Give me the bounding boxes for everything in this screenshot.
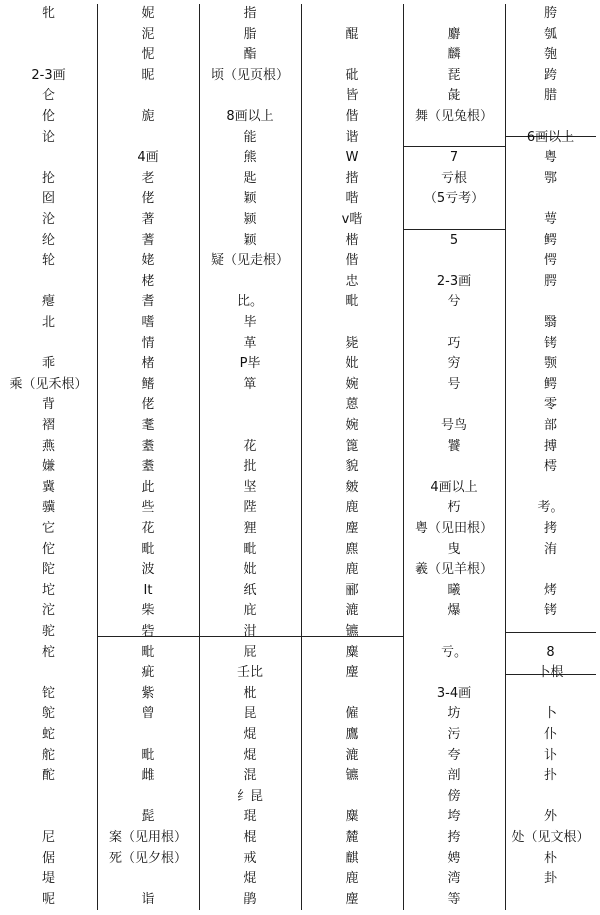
table-cell: 粤 [543, 150, 557, 165]
table-cell: 沦 [41, 212, 55, 227]
table-cell: 脂 [243, 27, 257, 42]
table-cell: 挎 [447, 830, 461, 845]
table-cell: 坨 [41, 583, 55, 598]
table-cell: 毗 [141, 645, 155, 660]
table-cell: 腭 [543, 274, 557, 289]
table-cell: 铐 [543, 603, 557, 618]
table-cell: 髭 [141, 809, 155, 824]
table-cell: 焜 [243, 748, 257, 763]
table-cell: 壬比 [236, 665, 263, 680]
table-cell: 紫 [141, 686, 155, 701]
table-cell: 耋 [141, 459, 155, 474]
table-cell: 5 [449, 233, 459, 248]
table-cell: 它 [41, 521, 55, 536]
table-cell: 泔 [243, 624, 257, 639]
table-cell: 穷 [447, 356, 461, 371]
table-cell: 樗 [543, 459, 557, 474]
table-cell: 零 [543, 397, 557, 412]
table-cell: 垮 [447, 809, 461, 824]
table-cell: 烤 [543, 583, 557, 598]
table-cell: 牝 [41, 6, 55, 21]
table-cell: 拷 [543, 521, 557, 536]
table-cell: 颖 [243, 233, 257, 248]
table-rule [403, 229, 505, 230]
table-cell: 背 [41, 397, 55, 412]
table-cell: 皆 [345, 88, 359, 103]
table-cell: 漉 [345, 748, 359, 763]
table-cell: 死（见夕根） [108, 851, 187, 866]
table-cell: 混 [243, 768, 257, 783]
table-cell: 耆 [141, 294, 155, 309]
table-cell: 颖 [243, 191, 257, 206]
table-cell: 等 [447, 892, 461, 907]
table-cell: 扑 [543, 768, 557, 783]
table-cell: 妣 [243, 562, 257, 577]
table-cell: 疵 [141, 665, 155, 680]
table-cell: 焜 [243, 727, 257, 742]
table-cell: 麒 [345, 851, 359, 866]
table-cell: 麈 [345, 892, 359, 907]
table-cell: 棍 [243, 830, 257, 845]
table-cell: 部 [543, 418, 557, 433]
table-cell: 耄 [141, 418, 155, 433]
table-cell: 抡 [41, 171, 55, 186]
table-cell: 庇 [243, 603, 257, 618]
table-cell: 湾 [447, 871, 461, 886]
table-cell: 粤（见田根） [414, 521, 493, 536]
table-cell: 坊 [447, 706, 461, 721]
table-cell: 揩 [345, 171, 359, 186]
table-cell: 铊 [41, 686, 55, 701]
table-cell: 郦 [345, 583, 359, 598]
table-cell: 佬 [141, 397, 155, 412]
table-cell: 卜根 [537, 665, 564, 680]
table-cell: 楷 [345, 233, 359, 248]
table-cell: 娉 [447, 851, 461, 866]
table-cell: 饕 [447, 439, 461, 454]
table-cell: 舞（见兔根） [414, 109, 493, 124]
table-cell: 洧 [543, 542, 557, 557]
table-cell: 鳍 [141, 377, 155, 392]
table-cell: 乘（见禾根） [9, 377, 88, 392]
table-cell: 偕 [345, 253, 359, 268]
table-cell: 箪 [243, 377, 257, 392]
table-cell: 卜 [543, 706, 557, 721]
table-cell: 铐 [543, 336, 557, 351]
table-cell: 舵 [41, 748, 55, 763]
table-cell: 镳 [345, 624, 359, 639]
table-cell: 巧 [447, 336, 461, 351]
table-cell: 枇 [243, 686, 257, 701]
table-cell: 号 [447, 377, 461, 392]
table-cell: 麝 [447, 27, 461, 42]
table-cell: 颍 [243, 212, 257, 227]
table-cell: 疑（见走根） [210, 253, 289, 268]
table-cell: 萼 [543, 212, 557, 227]
table-cell: 砦 [141, 624, 155, 639]
table-cell: 琨 [243, 809, 257, 824]
table-cell: 匏 [543, 47, 557, 62]
table-cell: 砒 [345, 68, 359, 83]
table-cell: 8画以上 [226, 109, 274, 124]
table-cell: 嫌 [41, 459, 55, 474]
table-cell: 兮 [447, 294, 461, 309]
table-cell: 此 [141, 480, 155, 495]
table-cell: 北 [41, 315, 55, 330]
table-cell: 婉 [345, 377, 359, 392]
table-cell: 倨 [41, 851, 55, 866]
table-cell: 毗 [243, 542, 257, 557]
table-cell: 怩 [141, 47, 155, 62]
table-cell: 毗 [345, 294, 359, 309]
table-cell: 鸵 [41, 706, 55, 721]
table-cell: 爆 [447, 603, 461, 618]
table-cell: 顷（见页根） [210, 68, 289, 83]
table-cell: 雌 [141, 768, 155, 783]
table-cell: 羲（见羊根） [414, 562, 493, 577]
table-cell: 革 [243, 336, 257, 351]
table-cell: 冀 [41, 480, 55, 495]
table-cell: 驼 [41, 624, 55, 639]
table-cell: 僱 [345, 706, 359, 721]
table-cell: 蛇 [41, 727, 55, 742]
table-cell: 陛 [243, 500, 257, 515]
table-cell: 屁 [243, 645, 257, 660]
table-cell: 瓠 [543, 27, 557, 42]
table-cell: 鹿 [345, 562, 359, 577]
table-cell: 能 [243, 130, 257, 145]
table-cell: 麃 [345, 542, 359, 557]
table-cell: 纶 [41, 233, 55, 248]
table-cell: 朽 [447, 500, 461, 515]
table-cell: 毗 [141, 542, 155, 557]
table-rule [403, 146, 505, 147]
table-cell: 佬 [141, 191, 155, 206]
table-cell: 漉 [345, 603, 359, 618]
table-cell: 曾 [141, 706, 155, 721]
table-cell: 批 [243, 459, 257, 474]
table-cell: 妮 [141, 6, 155, 21]
table-cell: 跨 [543, 68, 557, 83]
table-cell: 傍 [447, 789, 461, 804]
table-cell: 老 [141, 171, 155, 186]
table-cell: 胯 [543, 6, 557, 21]
table-cell: 琵 [447, 68, 461, 83]
table-cell: 陀 [41, 562, 55, 577]
table-cell: 鳄 [543, 233, 557, 248]
table-cell: 酯 [243, 47, 257, 62]
table-cell: 麓 [345, 830, 359, 845]
table-cell: 诣 [141, 892, 155, 907]
table-cell: 讣 [543, 748, 557, 763]
table-cell: 案（见用根） [108, 830, 187, 845]
table-cell: 栳 [141, 274, 155, 289]
table-cell: 堤 [41, 871, 55, 886]
table-cell: 昆 [243, 706, 257, 721]
table-cell: 4画 [137, 150, 159, 165]
table-cell: 夸 [447, 748, 461, 763]
table-cell: 鷹 [345, 727, 359, 742]
table-cell: 外 [543, 809, 557, 824]
table-cell: 考。 [537, 500, 564, 515]
table-cell: 处（见文根） [511, 830, 590, 845]
table-cell: 柴 [141, 603, 155, 618]
table-cell: 6画以上 [526, 130, 575, 145]
table-cell: 昵 [141, 68, 155, 83]
table-cell: 狸 [243, 521, 257, 536]
table-cell: 7 [449, 150, 459, 165]
table-cell: 镳 [345, 768, 359, 783]
radical-index-table [0, 4, 600, 912]
table-cell: 皴 [345, 480, 359, 495]
table-cell: 忠 [345, 274, 359, 289]
table-cell: 朴 [543, 851, 557, 866]
table-cell: 嗜 [141, 315, 155, 330]
table-cell: 4画以上 [430, 480, 478, 495]
table-cell: 熊 [243, 150, 257, 165]
table-cell: 著 [141, 212, 155, 227]
table-cell: 酡 [41, 768, 55, 783]
table-cell: 比。 [236, 294, 263, 309]
table-cell: 骥 [41, 500, 55, 515]
table-cell: 妣 [345, 356, 359, 371]
table-cell: 麋 [345, 809, 359, 824]
table-cell: 蓍 [141, 233, 155, 248]
table-cell: 婉 [345, 418, 359, 433]
table-cell: 3-4画 [436, 686, 472, 701]
table-cell: 剖 [447, 768, 461, 783]
table-cell: 2-3画 [436, 274, 472, 289]
table-cell: 搏 [543, 439, 557, 454]
table-cell: 仑 [41, 88, 55, 103]
table-cell: W [345, 150, 359, 165]
table-cell: 伦 [41, 109, 55, 124]
table-cell: 焜 [243, 871, 257, 886]
table-cell: 花 [141, 521, 155, 536]
table-cell: 楮 [141, 356, 155, 371]
table-cell: 情 [141, 336, 155, 351]
table-cell: 纸 [243, 583, 257, 598]
table-cell: 指 [243, 6, 257, 21]
table-cell: 蒽 [345, 397, 359, 412]
table-cell: 麋 [345, 645, 359, 660]
table-cell: 毙 [345, 336, 359, 351]
table-cell: 8 [546, 645, 555, 660]
table-cell: 亏根 [440, 171, 467, 186]
table-cell: 腊 [543, 88, 557, 103]
table-cell: 亏。 [440, 645, 467, 660]
table-cell: 囵 [41, 191, 55, 206]
table-cell: 姥 [141, 253, 155, 268]
table-cell: P毕 [239, 356, 261, 371]
table-cell: 彘 [447, 88, 461, 103]
table-cell: 波 [141, 562, 155, 577]
table-cell: 麟 [447, 47, 461, 62]
table-cell: 鹃 [243, 892, 257, 907]
table-cell: 喈 [345, 191, 359, 206]
table-cell: 戒 [243, 851, 257, 866]
table-cell: 偕 [345, 109, 359, 124]
table-cell: 颚 [543, 356, 557, 371]
table-cell: 些 [141, 500, 155, 515]
table-cell: 谐 [345, 130, 359, 145]
table-cell: 仆 [543, 727, 557, 742]
table-cell: 毕 [243, 315, 257, 330]
table-cell: 耋 [141, 439, 155, 454]
table-cell: 尼 [41, 830, 55, 845]
table-cell: 篦 [345, 439, 359, 454]
table-rule [505, 632, 596, 633]
table-cell: 鹿 [345, 500, 359, 515]
table-cell: 论 [41, 130, 55, 145]
table-cell: 号鸟 [440, 418, 467, 433]
table-cell: 泥 [141, 27, 155, 42]
table-cell: 麈 [345, 521, 359, 536]
table-cell: 旎 [141, 109, 155, 124]
table-cell: It [143, 583, 153, 598]
table-cell: 鹿 [345, 871, 359, 886]
table-cell: 柁 [41, 645, 55, 660]
table-cell: 燕 [41, 439, 55, 454]
table-cell: 毗 [141, 748, 155, 763]
table-cell: 鳄 [543, 377, 557, 392]
table-cell: 褶 [41, 418, 55, 433]
table-cell: 呢 [41, 892, 55, 907]
table-cell: 翳 [543, 315, 557, 330]
table-cell: v喈 [341, 212, 363, 227]
table-cell: 轮 [41, 253, 55, 268]
table-cell: 曳 [447, 542, 461, 557]
table-cell: 2-3画 [31, 68, 66, 83]
table-cell: 匙 [243, 171, 257, 186]
table-cell: 醌 [345, 27, 359, 42]
table-cell: 污 [447, 727, 461, 742]
table-cell: 鄂 [543, 171, 557, 186]
table-cell: 佗 [41, 542, 55, 557]
table-cell: 卦 [543, 871, 557, 886]
table-cell: 愕 [543, 253, 557, 268]
table-cell: 纟昆 [236, 789, 263, 804]
table-cell: 麈 [345, 665, 359, 680]
table-cell: 瘪 [41, 294, 55, 309]
table-cell: （5亏考） [423, 191, 485, 206]
table-cell: 坚 [243, 480, 257, 495]
table-cell: 沱 [41, 603, 55, 618]
table-cell: 貌 [345, 459, 359, 474]
table-cell: 花 [243, 439, 257, 454]
table-cell: 乖 [41, 356, 55, 371]
table-cell: 曦 [447, 583, 461, 598]
